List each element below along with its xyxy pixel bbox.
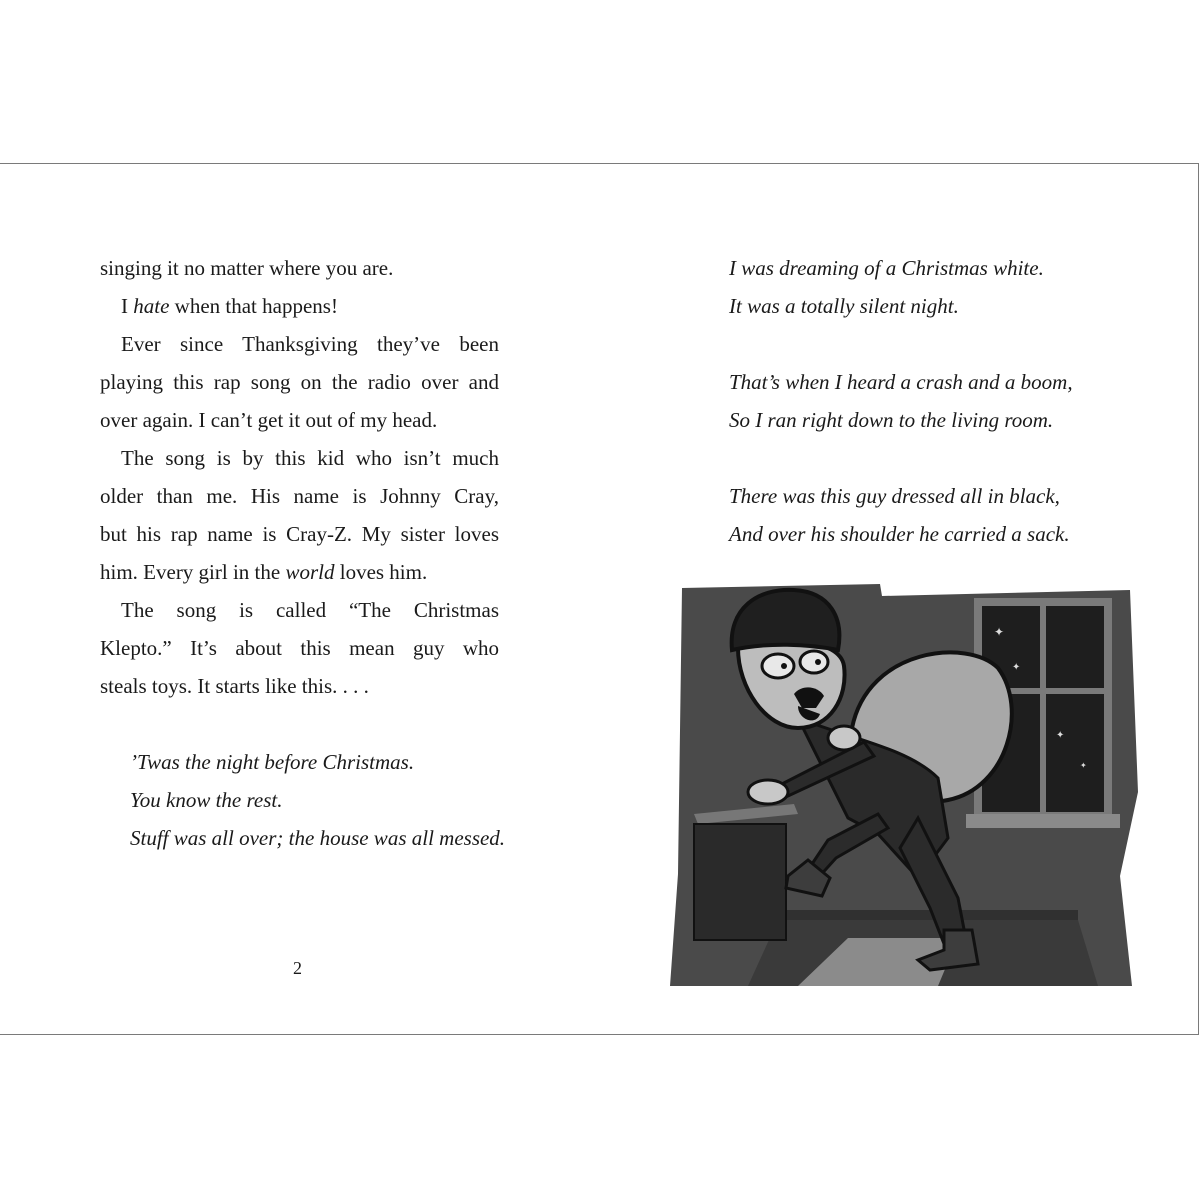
- hand: [748, 780, 788, 804]
- burglar-with-sack-illustration: [668, 578, 1140, 986]
- text-line: singing it no matter where you are.: [100, 256, 394, 280]
- poem-line: So I ran right down to the living room.: [729, 408, 1054, 432]
- svg-text:✦: ✦: [994, 625, 1005, 639]
- svg-text:✦: ✦: [1056, 730, 1065, 741]
- text-line: him. Every girl in the world loves him.: [100, 560, 428, 584]
- text-line: over again. I can’t get it out of my head.: [100, 408, 438, 432]
- text-line: Ever since Thanksgiving they’ve been: [121, 332, 499, 356]
- poem-line: It was a totally silent night.: [729, 294, 959, 318]
- text-line: Klepto.” It’s about this mean guy who: [100, 636, 499, 660]
- text-line: The song is called “The Christmas: [121, 598, 499, 622]
- text-line: but his rap name is Cray-Z. My sister loves: [100, 522, 499, 546]
- poem-line: And over his shoulder he carried a sack.: [729, 522, 1070, 546]
- poem-line: That’s when I heard a crash and a boom,: [729, 370, 1073, 394]
- dresser: [694, 804, 798, 940]
- poem-line: I was dreaming of a Christmas white.: [729, 256, 1044, 280]
- page-number: 2: [293, 958, 302, 978]
- poem-line: You know the rest.: [130, 788, 283, 812]
- text-line: I hate when that happens!: [121, 294, 338, 318]
- text-line: older than me. His name is Johnny Cray,: [100, 484, 499, 508]
- text-line: steals toys. It starts like this. . . .: [100, 674, 369, 698]
- svg-text:✦: ✦: [1012, 662, 1021, 673]
- poem-line: There was this guy dressed all in black,: [729, 484, 1060, 508]
- text-line: The song is by this kid who isn’t much: [121, 446, 499, 470]
- poem-line: ’Twas the night before Christmas.: [130, 750, 415, 774]
- poem-line: Stuff was all over; the house was all messed.: [130, 826, 506, 850]
- svg-text:✦: ✦: [1080, 761, 1087, 770]
- text-line: playing this rap song on the radio over and: [100, 370, 499, 394]
